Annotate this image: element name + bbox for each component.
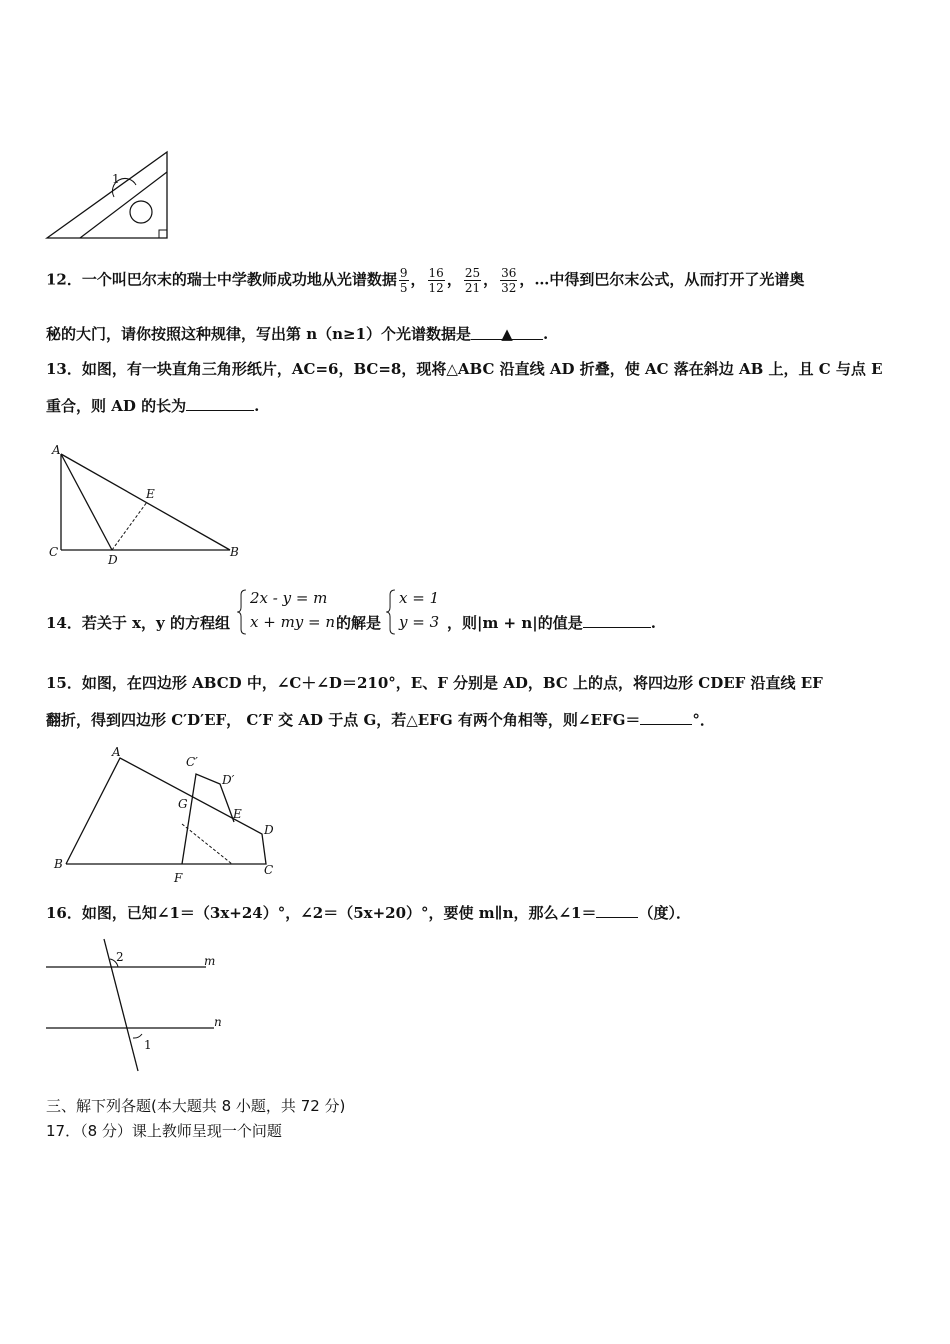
svg-text:D: D	[108, 553, 118, 567]
svg-text:B: B	[230, 545, 239, 559]
svg-text:G: G	[178, 797, 188, 811]
svg-text:B: B	[54, 857, 63, 871]
q12-fraction-3: $\frac{25}{21}$	[464, 266, 481, 295]
q15-line1: 15．如图，在四边形 ABCD 中，∠C＋∠D＝210°，E、F 分别是 AD，BC 上的点，将四边形 CDEF 沿直线 EF	[46, 674, 823, 692]
svg-text:n: n	[214, 1015, 222, 1029]
q15-figure	[48, 740, 288, 886]
section-3-heading: 三、解下列各题(本大题共 8 小题，共 72 分)	[46, 1097, 346, 1115]
q12-fraction-4: $\frac{36}{32}$	[501, 266, 517, 295]
q14-equation-system-2: x = 1 y = 3	[386, 589, 446, 637]
svg-text:F: F	[174, 871, 183, 885]
svg-text:C: C	[264, 863, 274, 877]
svg-text:1: 1	[144, 1038, 152, 1052]
q13-line1: 13．如图，有一块直角三角形纸片，AC=6，BC=8，现将△ABC 沿直线 AD 折叠，使 AC 落在斜边 AB 上，且 C 与点 E	[46, 360, 883, 378]
svg-text:A: A	[52, 443, 61, 457]
svg-text:C′: C′	[186, 755, 198, 769]
q13-figure	[44, 440, 244, 570]
svg-text:m: m	[204, 954, 216, 968]
svg-text:D: D	[264, 823, 274, 837]
svg-text:E: E	[233, 807, 242, 821]
q12-answer-blank: ▲	[471, 325, 543, 340]
q12-text-a: 12．一个叫巴尔末的瑞士中学教师成功地从光谱数据	[46, 270, 397, 289]
q12-fraction-2: $\frac{16}{12}$	[428, 266, 444, 295]
q16-figure	[42, 935, 242, 1075]
q12-line2: 秘的大门，请你按照这种规律，写出第 n（n≥1）个光谱数据是 ▲ .	[46, 325, 549, 343]
q16-answer-blank	[596, 903, 638, 918]
q15-answer-blank	[640, 710, 692, 725]
q14-line: 14．若关于 x，y 的方程组 的解是 ，则|m + n|的值是 .	[46, 614, 656, 632]
q17-line: 17．（8 分）课上教师呈现一个问题	[46, 1122, 282, 1140]
q12-line1: 12．一个叫巴尔末的瑞士中学教师成功地从光谱数据 $\frac{9}{5}$ ， $\frac{16}{12}$ ， $\frac{25}{21}$ ， $\frac{36}{32}$ ，…中得到巴尔末公式，从而打开了光谱奥	[46, 266, 805, 295]
q15-line2: 翻折，得到四边形 C′D′EF， C′F 交 AD 于点 G，若△EFG 有两个角相等，则∠EFG＝ °．	[46, 711, 715, 729]
svg-text:A: A	[112, 745, 121, 759]
q12-text-b: ，…中得到巴尔末公式，从而打开了光谱奥	[519, 270, 805, 289]
svg-text:2: 2	[116, 950, 124, 964]
q14-answer-blank	[583, 613, 651, 628]
q13-line2: 重合，则 AD 的长为 .	[46, 397, 260, 415]
q11-figure	[40, 145, 180, 245]
q11-angle-label: 1	[112, 172, 120, 186]
q14-equation-system-1: 2x - y = m x + my = n	[237, 589, 337, 637]
q12-fraction-1: $\frac{9}{5}$	[399, 266, 408, 295]
svg-text:C: C	[49, 545, 59, 559]
svg-text:D′: D′	[222, 773, 235, 787]
svg-text:E: E	[146, 487, 155, 501]
q13-answer-blank	[186, 396, 254, 411]
q16-line: 16．如图，已知∠1＝（3x+24）°，∠2＝（5x+20）°，要使 m∥n，那么∠1＝ （度）．	[46, 904, 691, 922]
